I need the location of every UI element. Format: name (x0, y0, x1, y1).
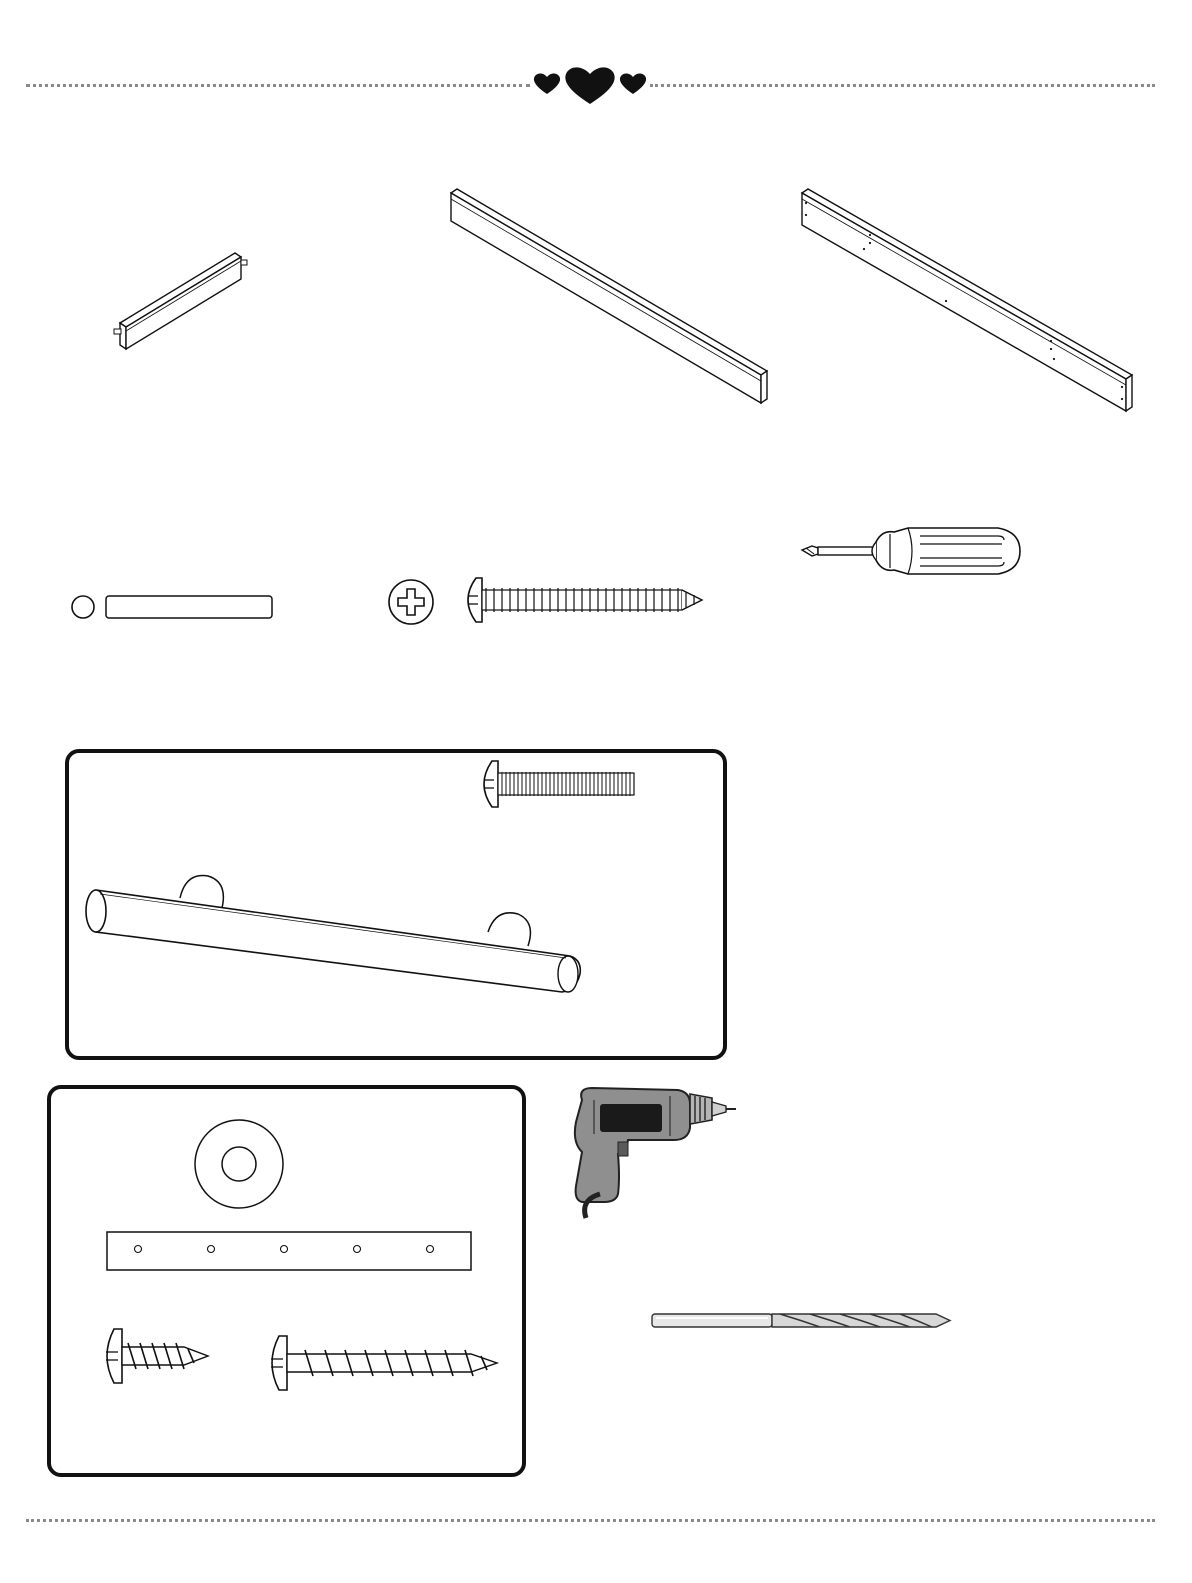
short-rail-drawing (110, 245, 250, 355)
header-divider-left (26, 84, 530, 87)
phillips-head-icon (386, 577, 436, 627)
drill-bit-drawing (650, 1310, 954, 1332)
washer-drawing (192, 1117, 286, 1211)
perforated-strip-drawing (105, 1230, 473, 1272)
long-screw-drawing (265, 1334, 501, 1392)
mounting-hardware-box (47, 1085, 526, 1477)
wood-screw-drawing (458, 576, 706, 624)
electric-drill-drawing (570, 1082, 740, 1218)
hearts-icon (530, 62, 650, 106)
machine-bolt-drawing (474, 759, 638, 809)
short-screw-drawing (100, 1327, 212, 1385)
footer-divider (26, 1519, 1155, 1522)
screwdriver-drawing (798, 522, 1022, 582)
dowel-end-view (70, 594, 96, 620)
long-rail-drawing (445, 185, 775, 410)
bar-handle-drawing (82, 870, 592, 1005)
drilled-rail-drawing (796, 183, 1141, 418)
dowel-side-view (104, 594, 276, 620)
header-divider-right (650, 84, 1155, 87)
